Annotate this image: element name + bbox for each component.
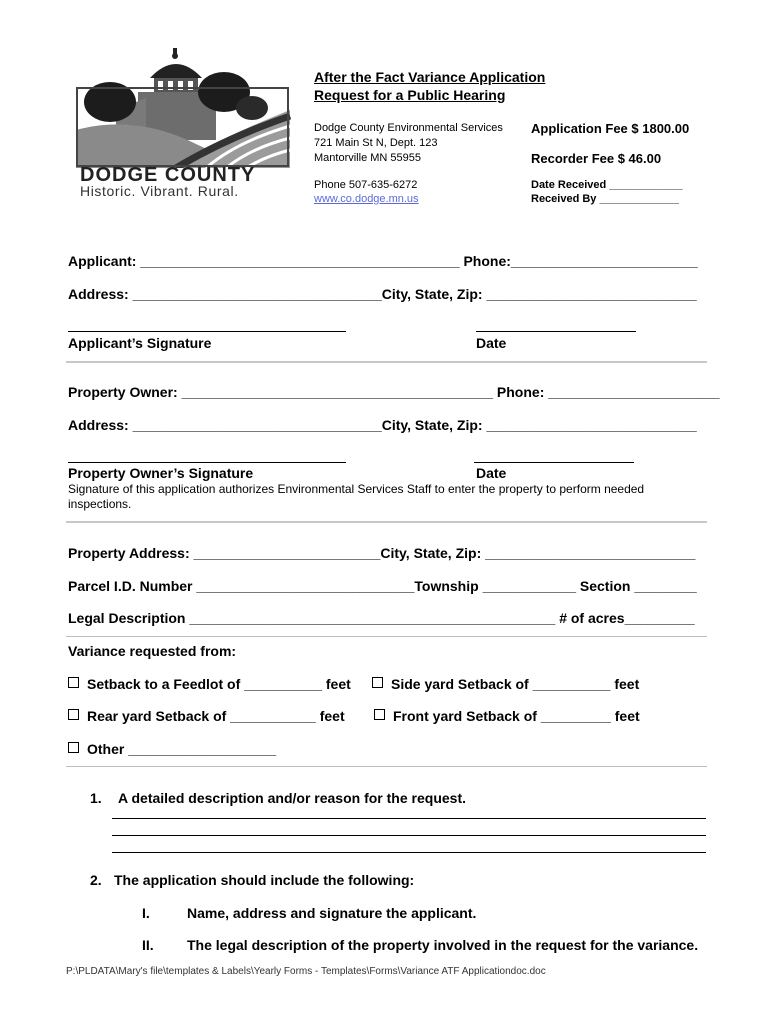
legal-description-field[interactable]: Legal Description _______________________________________________ # of acres_________: [68, 610, 695, 626]
front-yard-setback-option[interactable]: [374, 708, 640, 724]
applicant-phone-field[interactable]: Applicant: _________________________________________ Phone:________________________: [68, 253, 698, 269]
form-title-line2: Request for a Public Hearing: [314, 87, 506, 103]
org-address2: Mantorville MN 55955: [314, 152, 421, 164]
section-divider: [66, 361, 707, 363]
owner-signature-label: Property Owner’s Signature: [68, 465, 254, 481]
applicant-address-field[interactable]: Address: ________________________________City, State, Zip: ___________________________: [68, 286, 697, 302]
feedlot-setback-label: Setback to a Feedlot of __________ feet: [87, 676, 351, 692]
org-phone: Phone 507-635-6272: [314, 179, 418, 191]
county-logo: [76, 48, 298, 200]
other-option[interactable]: [68, 741, 276, 757]
org-address1: 721 Main St N, Dept. 123: [314, 137, 438, 149]
org-name: Dodge County Environmental Services: [314, 122, 503, 134]
answer-line[interactable]: [112, 835, 706, 836]
front-yard-setback-label: Front yard Setback of _________ feet: [393, 708, 640, 724]
answer-line[interactable]: [112, 818, 706, 819]
feedlot-setback-option[interactable]: [68, 676, 351, 692]
application-fee: Application Fee $ 1800.00: [531, 121, 690, 136]
file-path-footer: P:\PLDATA\Mary's file\templates & Labels\Yearly Forms - Templates\Forms\Variance ATF Applicationdoc.doc: [66, 966, 546, 977]
recorder-fee: Recorder Fee $ 46.00: [531, 151, 662, 166]
parcel-township-section-field[interactable]: Parcel I.D. Number ____________________________Township ____________ Section ________: [68, 578, 697, 594]
checkbox-icon[interactable]: [68, 742, 79, 753]
checkbox-icon[interactable]: [372, 677, 383, 688]
logo-tagline: Historic. Vibrant. Rural.: [80, 183, 239, 199]
question-2-number: 2.: [90, 872, 102, 888]
checkbox-icon[interactable]: [374, 709, 385, 720]
received-by-field[interactable]: Received By _____________: [531, 193, 680, 205]
applicant-date-label: Date: [476, 335, 507, 351]
side-yard-setback-label: Side yard Setback of __________ feet: [391, 676, 640, 692]
property-address-field[interactable]: Property Address: ________________________City, State, Zip: ___________________________: [68, 545, 696, 561]
date-received-field[interactable]: Date Received ____________: [531, 179, 683, 191]
variance-heading: Variance requested from:: [68, 643, 237, 659]
applicant-signature-line[interactable]: [68, 331, 346, 332]
checkbox-icon[interactable]: [68, 677, 79, 688]
section-divider: [66, 636, 707, 637]
checkbox-icon[interactable]: [68, 709, 79, 720]
answer-line[interactable]: [112, 852, 706, 853]
question-1-text: A detailed description and/or reason for the request.: [118, 790, 466, 806]
rear-yard-setback-option[interactable]: [68, 708, 345, 724]
owner-address-field[interactable]: Address: ________________________________City, State, Zip: ___________________________: [68, 417, 697, 433]
org-website-link[interactable]: www.co.dodge.mn.us: [314, 193, 419, 205]
logo-county-name: DODGE COUNTY: [80, 164, 256, 186]
question-1-number: 1.: [90, 790, 102, 806]
form-title-line1: After the Fact Variance Application: [314, 69, 546, 85]
courthouse-landscape-illustration: [76, 48, 298, 168]
rear-yard-setback-label: Rear yard Setback of ___________ feet: [87, 708, 345, 724]
other-label: Other ___________________: [87, 741, 277, 757]
owner-date-line[interactable]: [474, 462, 634, 463]
owner-phone-field[interactable]: Property Owner: ________________________________________ Phone: ______________________: [68, 384, 720, 400]
item-1-text: Name, address and signature the applicant.: [187, 905, 477, 921]
authorization-note: Signature of this application authorizes Environmental Services Staff to enter the property to perform needed inspections.: [68, 482, 645, 511]
item-2-text: The legal description of the property involved in the request for the variance.: [187, 937, 699, 953]
item-1-number: I.: [142, 905, 150, 921]
applicant-date-line[interactable]: [476, 331, 636, 332]
question-2-text: The application should include the following:: [114, 872, 415, 888]
owner-date-label: Date: [476, 465, 507, 481]
section-divider: [66, 521, 707, 523]
side-yard-setback-option[interactable]: [372, 676, 639, 692]
item-2-number: II.: [142, 937, 154, 953]
applicant-signature-label: Applicant’s Signature: [68, 335, 212, 351]
section-divider: [66, 766, 707, 767]
owner-signature-line[interactable]: [68, 462, 346, 463]
